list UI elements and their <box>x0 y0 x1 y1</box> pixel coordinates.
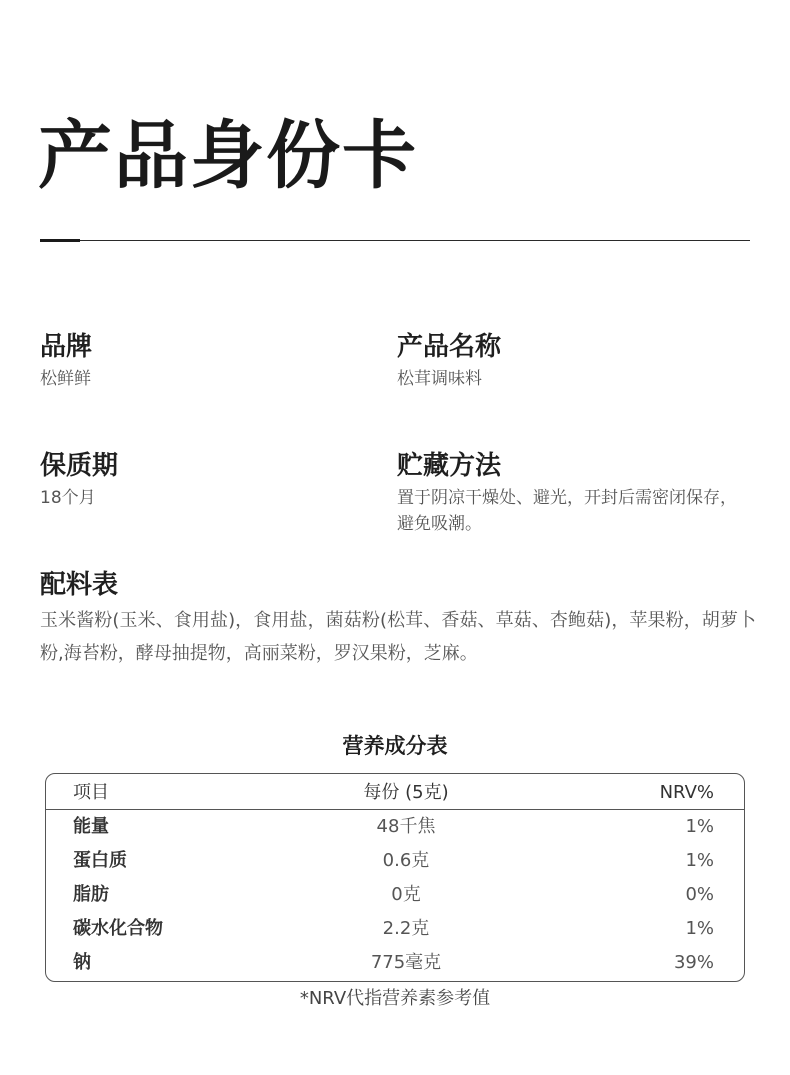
nrv-footnote: *NRV代指营养素参考值 <box>299 988 491 1009</box>
row-item: 蛋白质 <box>73 850 127 871</box>
table-row <box>46 946 744 980</box>
title-divider-accent <box>40 239 80 242</box>
nutrition-header-row <box>46 776 744 810</box>
row-amount: 0克 <box>391 884 421 905</box>
brand-value: 松鲜鲜 <box>40 369 91 389</box>
title-divider <box>40 240 750 241</box>
product-name-label: 产品名称 <box>397 332 502 362</box>
shelf-life-field <box>40 449 118 511</box>
storage-field <box>397 449 742 537</box>
page-title: 产品身份卡 <box>38 113 418 199</box>
row-item: 钠 <box>73 952 91 973</box>
brand-field <box>40 330 92 392</box>
table-row <box>46 878 744 912</box>
shelf-life-label: 保质期 <box>40 451 119 481</box>
storage-value: 置于阴凉干燥处、避光，开封后需密闭保存，避免吸潮。 <box>397 488 737 534</box>
row-amount: 48千焦 <box>376 816 436 837</box>
row-nrv: 1% <box>685 816 714 837</box>
row-item: 脂肪 <box>73 884 109 905</box>
table-row <box>46 810 744 844</box>
header-item: 项目 <box>73 782 109 803</box>
product-name-value: 松茸调味料 <box>397 369 482 389</box>
nutrition-title: 营养成分表 <box>342 734 448 758</box>
table-row <box>46 844 744 878</box>
product-name-field <box>397 330 501 392</box>
storage-label: 贮藏方法 <box>397 451 502 481</box>
nutrition-table <box>45 773 745 982</box>
row-nrv: 39% <box>673 952 714 973</box>
row-amount: 2.2克 <box>382 918 430 939</box>
row-nrv: 1% <box>685 850 714 871</box>
ingredients-text: 玉米酱粉(玉米、食用盐)，食用盐，菌菇粉(松茸、香菇、草菇、杏鲍菇)，苹果粉，胡萝卜粉,海苔粉，酵母抽提物，高丽菜粉，罗汉果粉，芝麻。 <box>40 610 756 664</box>
row-nrv: 1% <box>685 918 714 939</box>
header-nrv: NRV% <box>659 782 714 803</box>
ingredients-label: 配料表 <box>40 570 119 600</box>
row-item: 能量 <box>73 816 109 837</box>
table-row <box>46 912 744 946</box>
shelf-life-value: 18个月 <box>40 488 96 508</box>
row-nrv: 0% <box>685 884 714 905</box>
row-amount: 775毫克 <box>370 952 442 973</box>
row-amount: 0.6克 <box>382 850 430 871</box>
header-amount: 每份 (5克) <box>363 782 449 803</box>
row-item: 碳水化合物 <box>73 918 163 939</box>
brand-label: 品牌 <box>40 332 93 362</box>
